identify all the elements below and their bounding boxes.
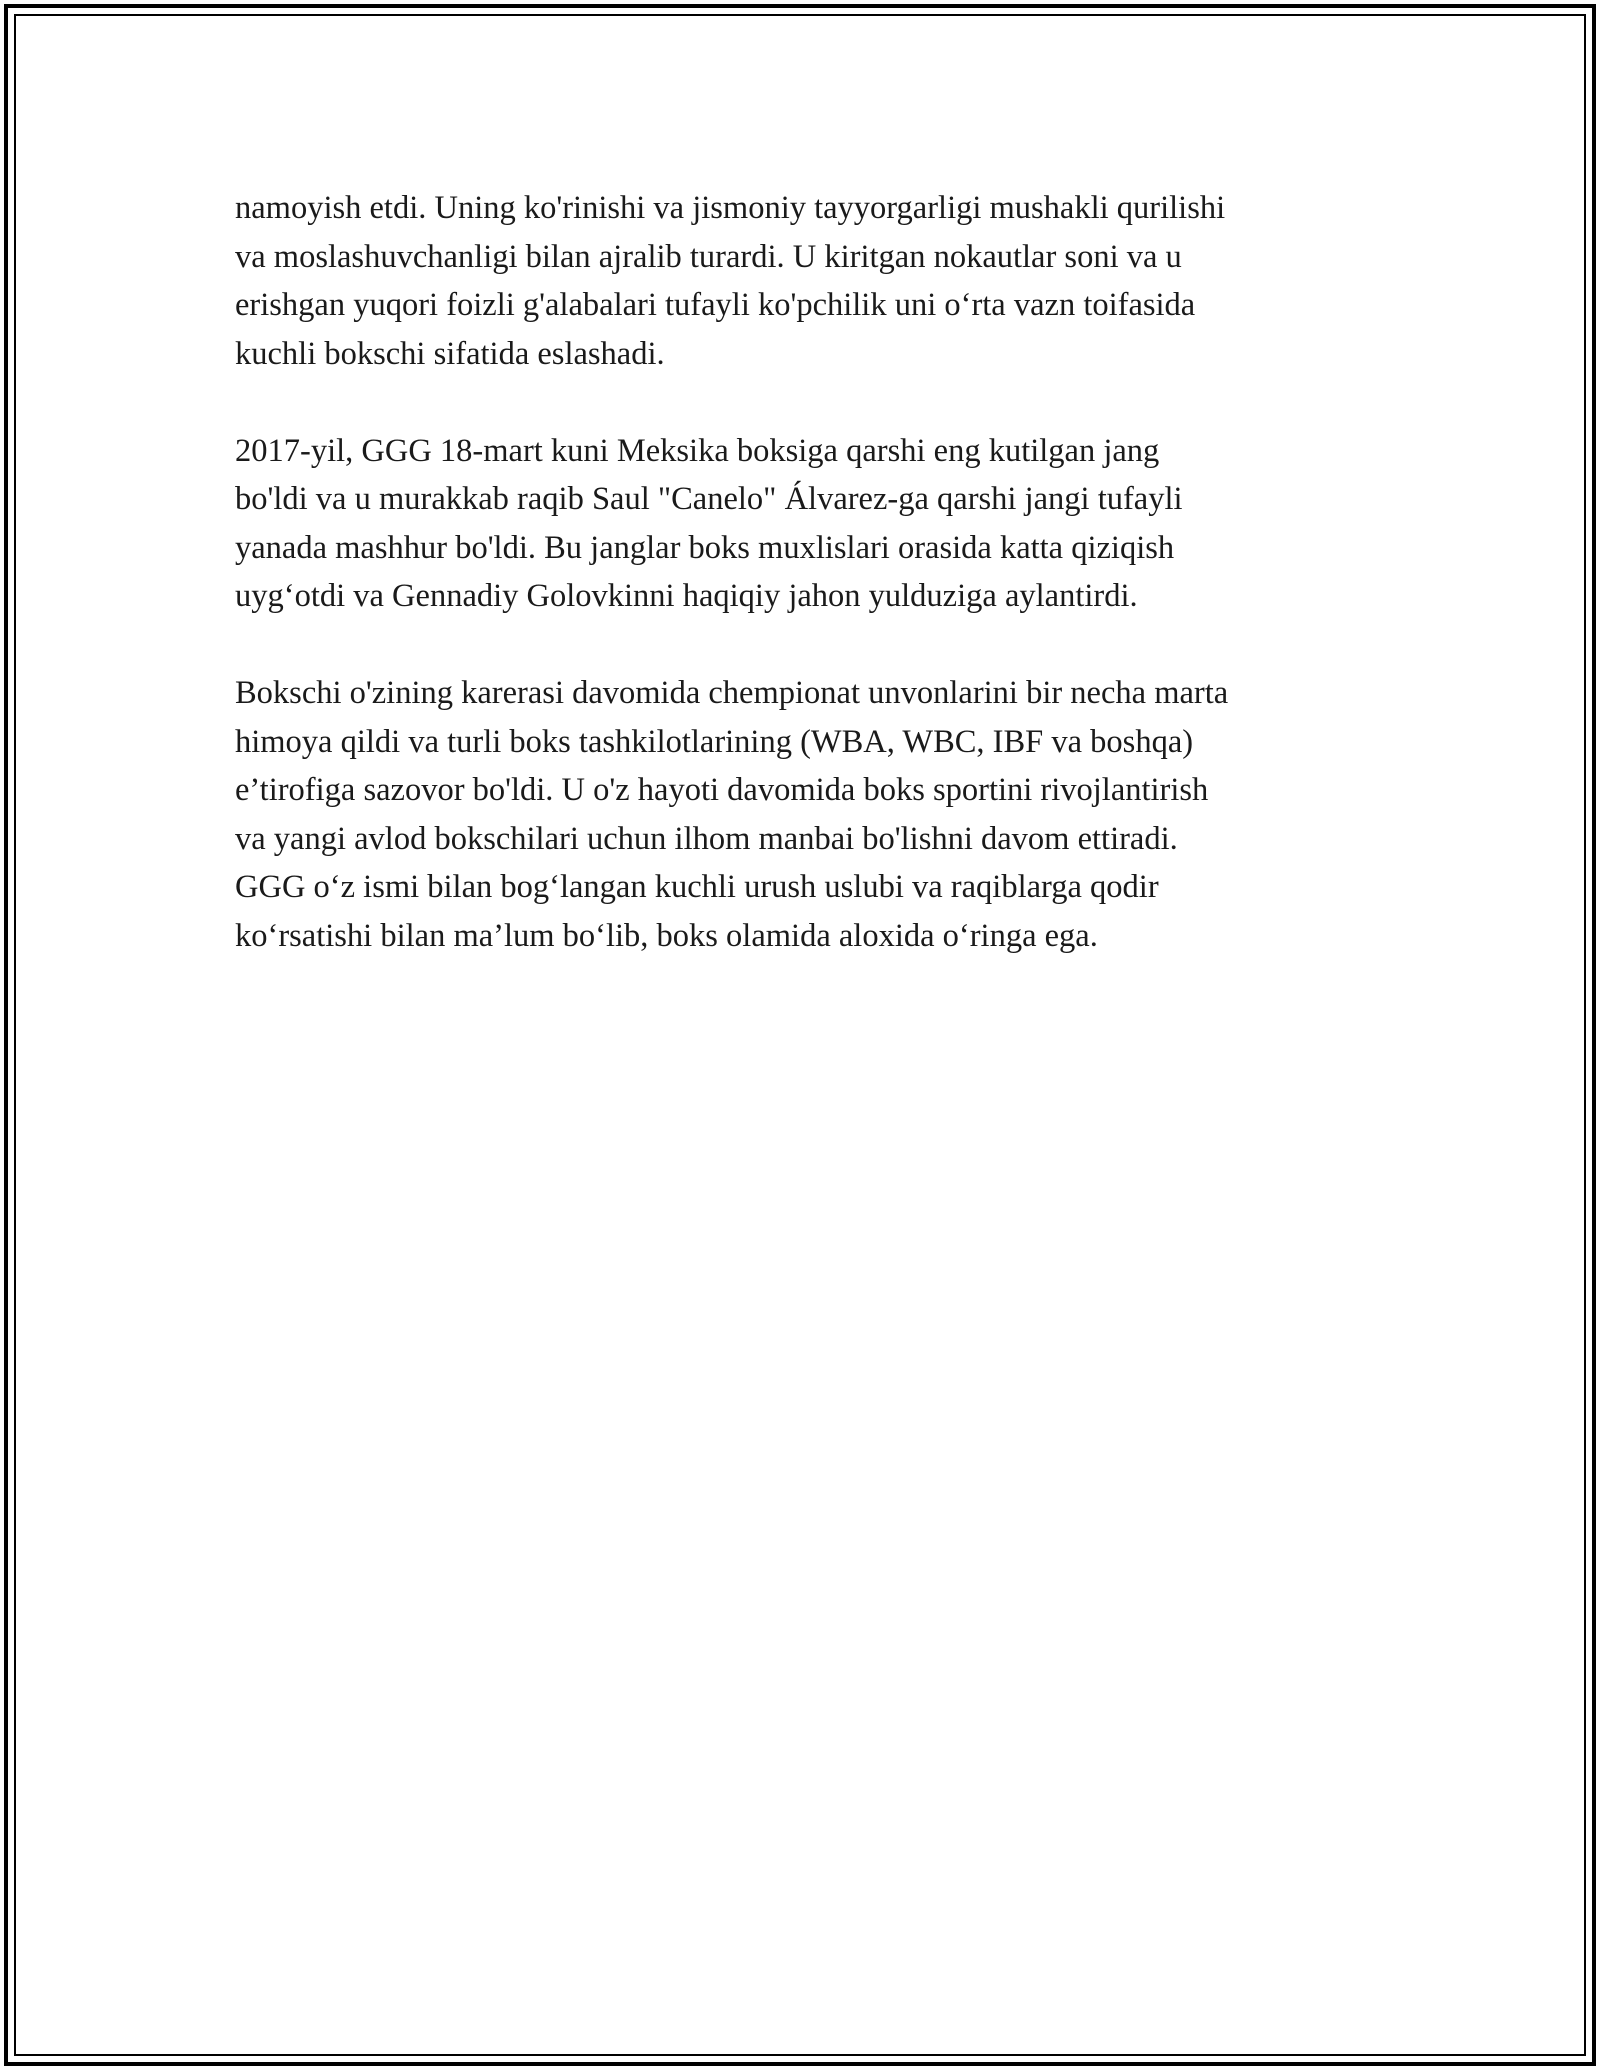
paragraph-3: Bokschi o'zining karerasi davomida chempionat unvonlarini bir necha marta himoya qildi va turli boks tashkilotlarining (WBA, WBC, IBF va boshqa) e’tirofiga sazovor bo'ldi. U o'z hayoti davomida boks sportini rivojlantirish va yangi avlod bokschilari uchun ilhom manbai bo'lishni davom ettiradi. GGG o‘z ismi bilan bog‘langan kuchli urush uslubi va raqiblarga qodir ko‘rsatishi bilan ma’lum bo‘lib, boks olamida aloxida o‘ringa ega. — [235, 675, 1229, 954]
paragraph-1: namoyish etdi. Uning ko'rinishi va jismoniy tayyorgarligi mushakli qurilishi va moslashuvchanligi bilan ajralib turardi. U kiritgan nokautlar soni va u erishgan yuqori foizli g'alabalari tufayli ko'pchilik uni o‘rta vazn toifasida kuchli bokschi sifatida eslashadi. — [235, 190, 1226, 372]
document-body — [235, 184, 1375, 1009]
paragraph-2: 2017-yil, GGG 18-mart kuni Meksika boksiga qarshi eng kutilgan jang bo'ldi va u murakkab raqib Saul "Canelo" Álvarez-ga qarshi jangi tufayli yanada mashhur bo'ldi. Bu janglar boks muxlislari orasida katta qiziqish uyg‘otdi va Gennadiy Golovkinni haqiqiy jahon yulduziga aylantirdi. — [235, 432, 1183, 614]
